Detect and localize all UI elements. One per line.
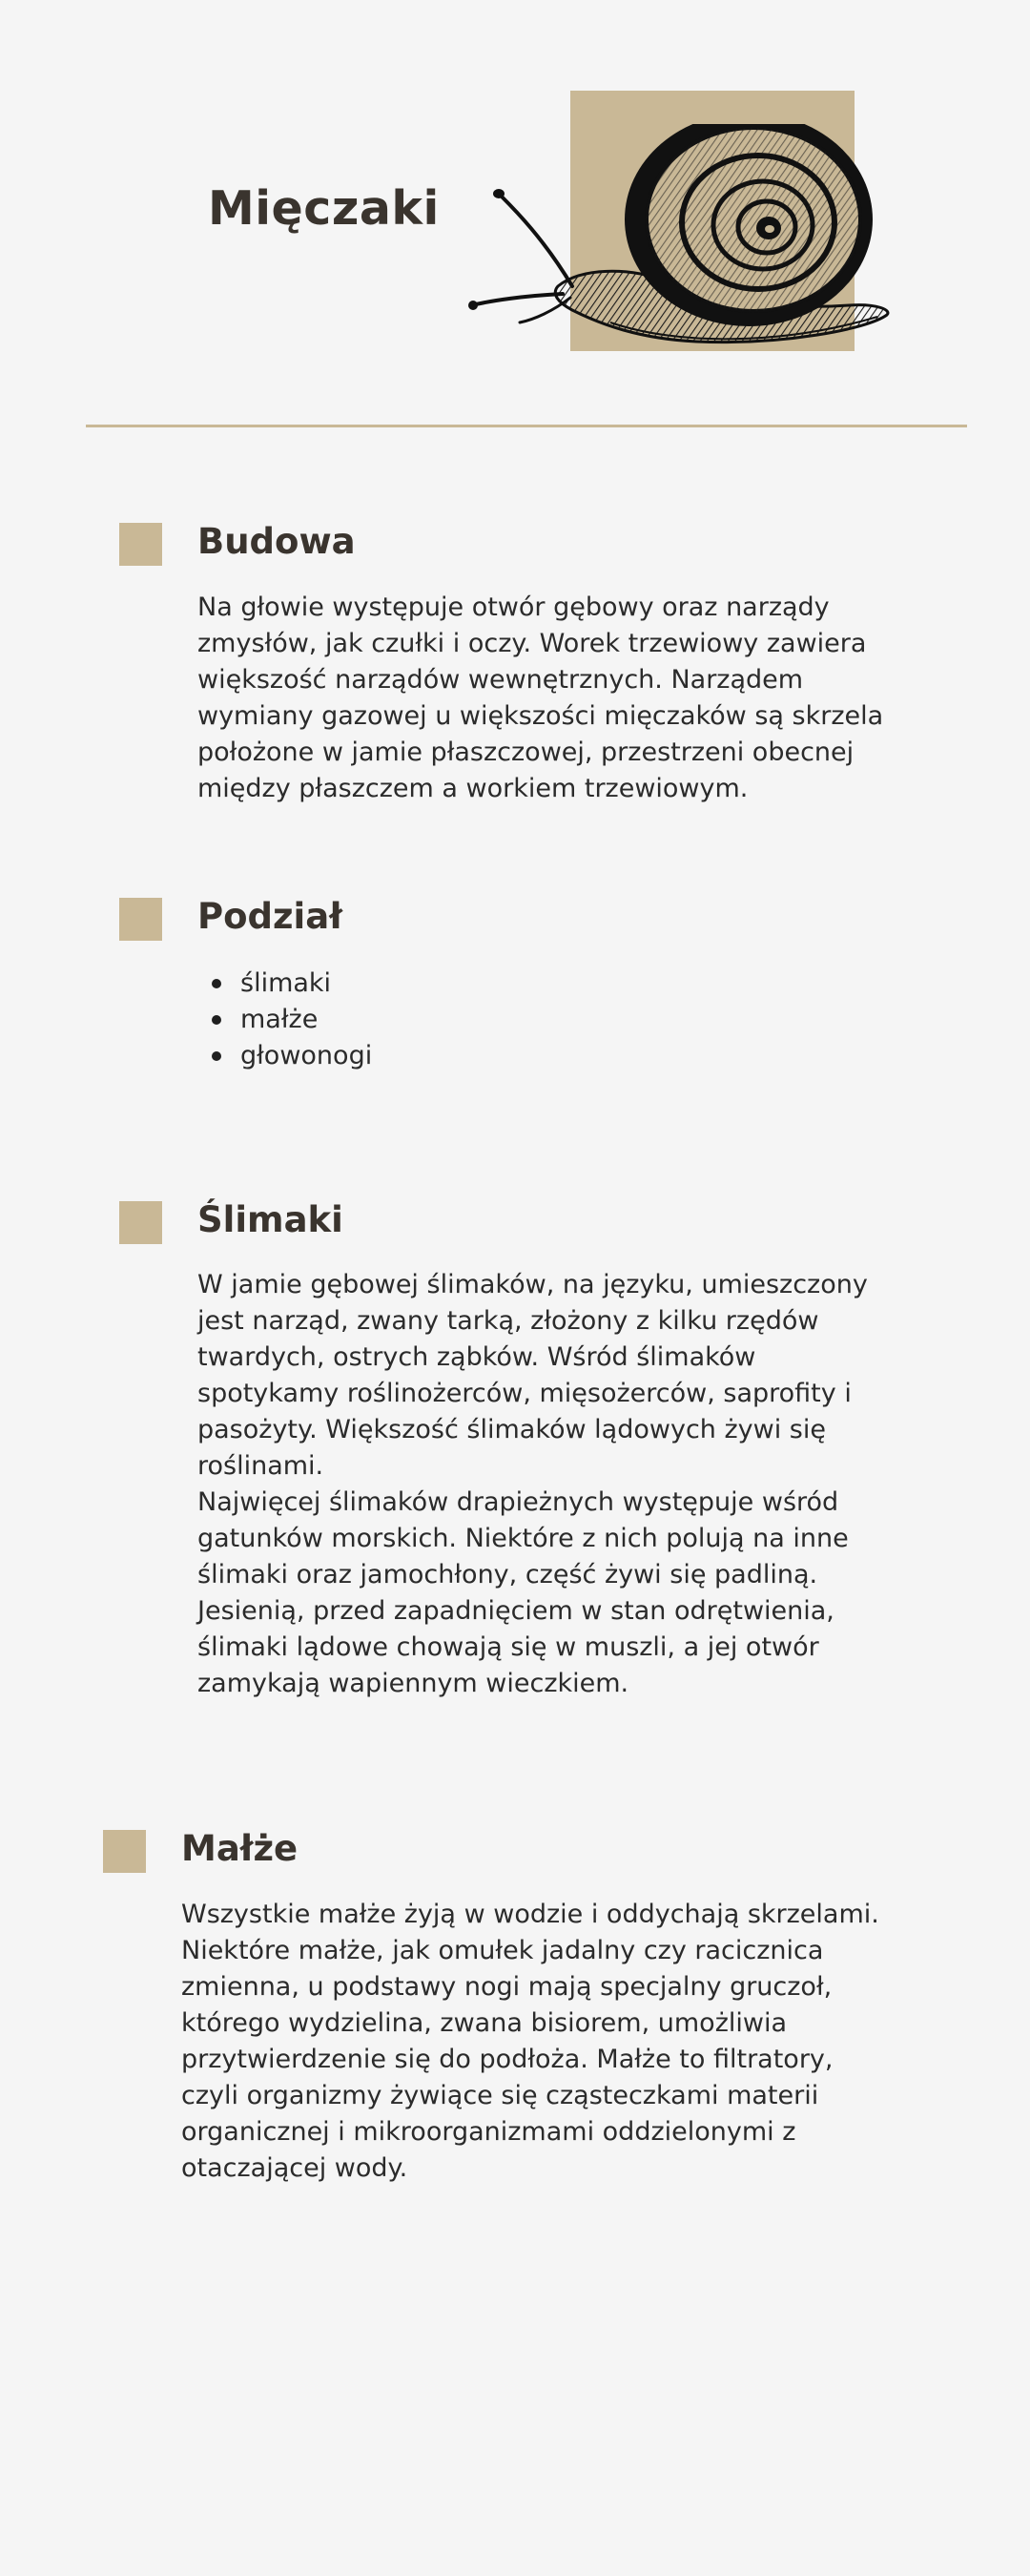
page-title: Mięczaki <box>208 181 440 236</box>
slimaki-paragraph-1: W jamie gębowej ślimaków, na języku, umieszczony jest narząd, zwany tarką, złożony z kilku rzędów twardych, ostrych ząbków. Wśród ślimaków spotykamy roślinożerców, mięsożerców, saprofity i pasożyty. Większość ślimaków lądowych żywi się roślinami. <box>197 1270 868 1481</box>
section-marker <box>103 1830 146 1873</box>
section-heading-malze: Małże <box>181 1828 299 1869</box>
malze-paragraph: Wszystkie małże żyją w wodzie i oddychają skrzelami. Niektóre małże, jak omułek jadalny czy racicznica zmienna, u podstawy nogi mają specjalny gruczoł, którego wydzielina, zwana bisiorem, umożliwia przytwierdzenie się do podłoża. Małże to filtratory, czyli organizmy żywiące się cząsteczkami materii organicznej i mikroorganizmami oddzielonymi z otaczającej wody. <box>181 1900 879 2183</box>
budowa-paragraph: Na głowie występuje otwór gębowy oraz narządy zmysłów, jak czułki i oczy. Worek trzewiowy zawiera większość narządów wewnętrznych. Narządem wymiany gazowej u większości mięczaków są skrzela położone w jamie płaszczowej, przestrzeni obecnej między płaszczem a workiem trzewiowym. <box>197 592 884 803</box>
section-marker <box>119 523 162 566</box>
section-text-slimaki <box>197 1267 894 1702</box>
list-item: małże <box>197 1002 770 1038</box>
podzial-list <box>197 966 770 1074</box>
header-divider <box>86 425 967 427</box>
section-marker <box>119 1201 162 1244</box>
section-text-malze <box>181 1897 887 2187</box>
slimaki-paragraph-2: Najwięcej ślimaków drapieżnych występuje wśród gatunków morskich. Niektóre z nich polują na inne ślimaki oraz jamochłony, część żywi się padliną. Jesienią, przed zapadnięciem w stan odrętwienia, ślimaki lądowe chowają się w muszli, a jej otwór zamykają wapiennym wieczkiem. <box>197 1487 849 1698</box>
section-heading-slimaki: Ślimaki <box>197 1199 343 1240</box>
list-item: głowonogi <box>197 1038 770 1074</box>
snail-illustration <box>467 124 896 372</box>
section-heading-budowa: Budowa <box>197 521 356 562</box>
section-text-budowa <box>197 590 894 807</box>
section-heading-podzial: Podział <box>197 896 342 937</box>
list-item: ślimaki <box>197 966 770 1002</box>
section-marker <box>119 898 162 941</box>
